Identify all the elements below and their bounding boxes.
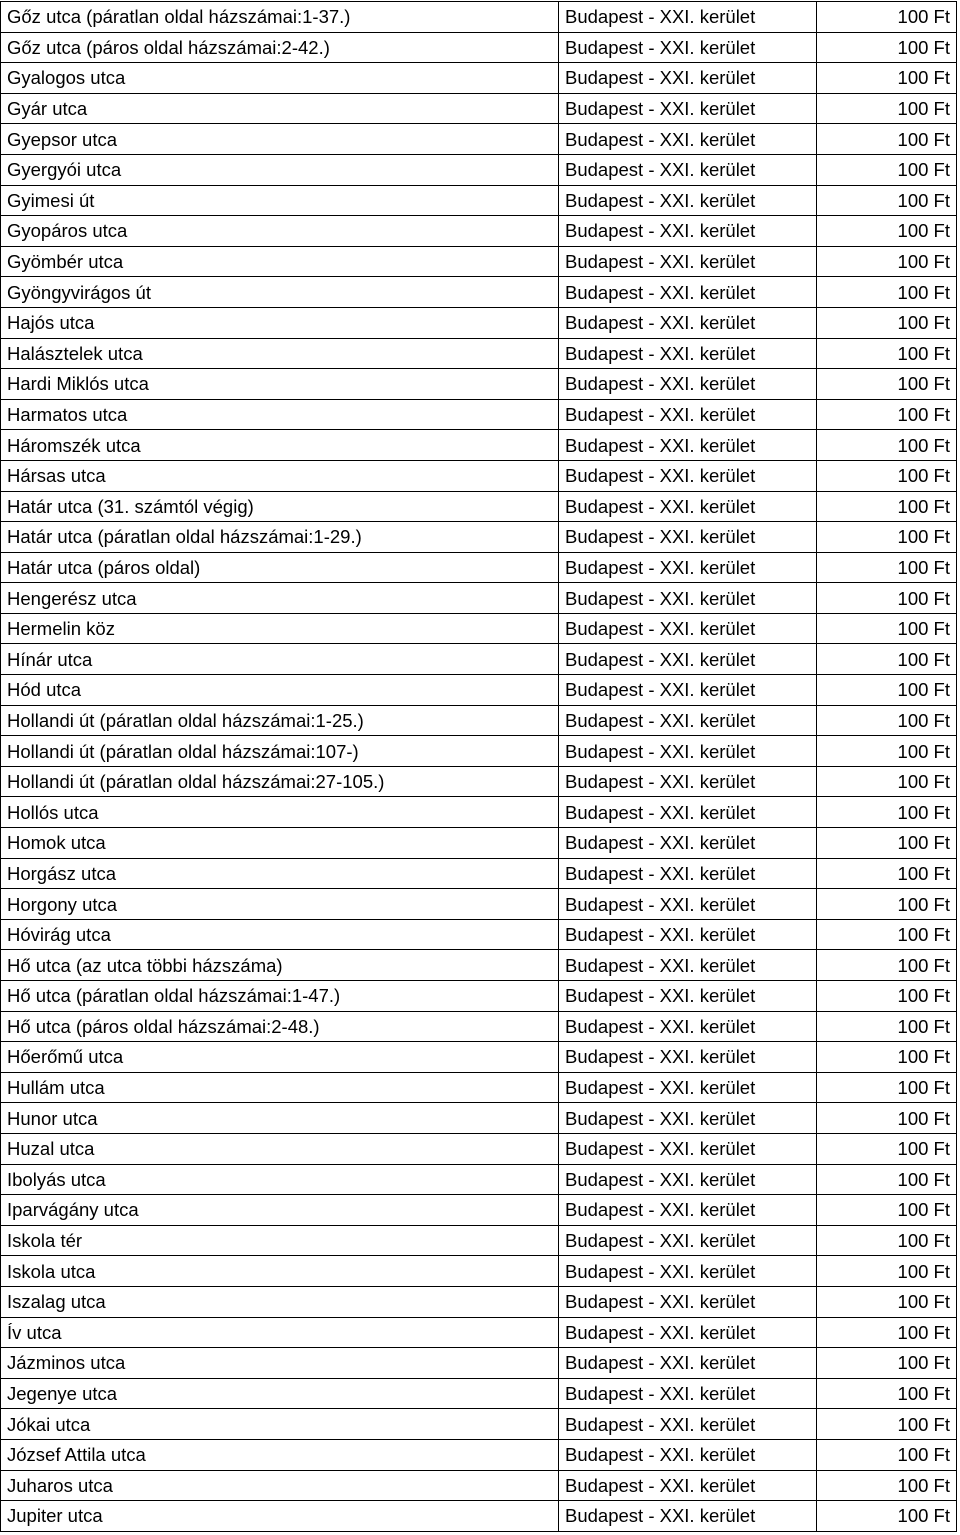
table-row bbox=[1, 919, 957, 950]
table-row bbox=[1, 1409, 957, 1440]
price-cell: 100 Ft bbox=[817, 1225, 957, 1256]
table-row bbox=[1, 705, 957, 736]
district-cell: Budapest - XXI. kerület bbox=[559, 858, 817, 889]
table-row bbox=[1, 766, 957, 797]
district-cell: Budapest - XXI. kerület bbox=[559, 185, 817, 216]
district-cell: Budapest - XXI. kerület bbox=[559, 491, 817, 522]
street-name-cell: Jázminos utca bbox=[1, 1348, 559, 1379]
price-cell: 100 Ft bbox=[817, 491, 957, 522]
district-cell: Budapest - XXI. kerület bbox=[559, 1103, 817, 1134]
district-cell: Budapest - XXI. kerület bbox=[559, 154, 817, 185]
street-price-table bbox=[0, 1, 957, 1532]
price-cell: 100 Ft bbox=[817, 736, 957, 767]
price-cell: 100 Ft bbox=[817, 246, 957, 277]
district-cell: Budapest - XXI. kerület bbox=[559, 766, 817, 797]
table-row bbox=[1, 124, 957, 155]
table-row bbox=[1, 32, 957, 63]
price-cell: 100 Ft bbox=[817, 705, 957, 736]
price-cell: 100 Ft bbox=[817, 1164, 957, 1195]
street-name-cell: Hajós utca bbox=[1, 307, 559, 338]
street-name-cell: Háromszék utca bbox=[1, 430, 559, 461]
district-cell: Budapest - XXI. kerület bbox=[559, 93, 817, 124]
price-cell: 100 Ft bbox=[817, 858, 957, 889]
table-row bbox=[1, 491, 957, 522]
table-row bbox=[1, 1042, 957, 1073]
price-cell: 100 Ft bbox=[817, 338, 957, 369]
street-name-cell: Hóvirág utca bbox=[1, 919, 559, 950]
district-cell: Budapest - XXI. kerület bbox=[559, 1011, 817, 1042]
table-row bbox=[1, 583, 957, 614]
district-cell: Budapest - XXI. kerület bbox=[559, 522, 817, 553]
price-cell: 100 Ft bbox=[817, 32, 957, 63]
table-row bbox=[1, 63, 957, 94]
street-name-cell: Határ utca (páratlan oldal házszámai:1-29.) bbox=[1, 522, 559, 553]
table-row bbox=[1, 1103, 957, 1134]
price-cell: 100 Ft bbox=[817, 460, 957, 491]
table-row bbox=[1, 981, 957, 1012]
street-name-cell: Iskola tér bbox=[1, 1225, 559, 1256]
price-cell: 100 Ft bbox=[817, 1317, 957, 1348]
table-row bbox=[1, 1133, 957, 1164]
price-cell: 100 Ft bbox=[817, 2, 957, 33]
table-row bbox=[1, 1348, 957, 1379]
street-name-cell: Hínár utca bbox=[1, 644, 559, 675]
table-row bbox=[1, 1256, 957, 1287]
district-cell: Budapest - XXI. kerület bbox=[559, 1439, 817, 1470]
street-name-cell: Hollandi út (páratlan oldal házszámai:27-105.) bbox=[1, 766, 559, 797]
price-cell: 100 Ft bbox=[817, 216, 957, 247]
price-cell: 100 Ft bbox=[817, 1072, 957, 1103]
district-cell: Budapest - XXI. kerület bbox=[559, 246, 817, 277]
price-cell: 100 Ft bbox=[817, 981, 957, 1012]
district-cell: Budapest - XXI. kerület bbox=[559, 1501, 817, 1532]
street-name-cell: Ív utca bbox=[1, 1317, 559, 1348]
price-cell: 100 Ft bbox=[817, 185, 957, 216]
district-cell: Budapest - XXI. kerület bbox=[559, 1042, 817, 1073]
table-row bbox=[1, 1470, 957, 1501]
price-cell: 100 Ft bbox=[817, 1286, 957, 1317]
table-row bbox=[1, 644, 957, 675]
price-cell: 100 Ft bbox=[817, 1470, 957, 1501]
price-cell: 100 Ft bbox=[817, 430, 957, 461]
price-cell: 100 Ft bbox=[817, 1195, 957, 1226]
price-cell: 100 Ft bbox=[817, 675, 957, 706]
street-name-cell: Harmatos utca bbox=[1, 399, 559, 430]
district-cell: Budapest - XXI. kerület bbox=[559, 1409, 817, 1440]
district-cell: Budapest - XXI. kerület bbox=[559, 460, 817, 491]
street-name-cell: Hő utca (páratlan oldal házszámai:1-47.) bbox=[1, 981, 559, 1012]
street-name-cell: Gyergyói utca bbox=[1, 154, 559, 185]
price-cell: 100 Ft bbox=[817, 766, 957, 797]
district-cell: Budapest - XXI. kerület bbox=[559, 797, 817, 828]
price-cell: 100 Ft bbox=[817, 1409, 957, 1440]
street-name-cell: Gyepsor utca bbox=[1, 124, 559, 155]
street-name-cell: Juharos utca bbox=[1, 1470, 559, 1501]
district-cell: Budapest - XXI. kerület bbox=[559, 1133, 817, 1164]
district-cell: Budapest - XXI. kerület bbox=[559, 1164, 817, 1195]
table-row bbox=[1, 277, 957, 308]
street-name-cell: Halásztelek utca bbox=[1, 338, 559, 369]
price-cell: 100 Ft bbox=[817, 1011, 957, 1042]
street-name-cell: Horgász utca bbox=[1, 858, 559, 889]
table-row bbox=[1, 2, 957, 33]
price-cell: 100 Ft bbox=[817, 583, 957, 614]
district-cell: Budapest - XXI. kerület bbox=[559, 2, 817, 33]
street-name-cell: Homok utca bbox=[1, 828, 559, 859]
district-cell: Budapest - XXI. kerület bbox=[559, 369, 817, 400]
district-cell: Budapest - XXI. kerület bbox=[559, 1225, 817, 1256]
district-cell: Budapest - XXI. kerület bbox=[559, 32, 817, 63]
table-row bbox=[1, 216, 957, 247]
street-name-cell: Hollós utca bbox=[1, 797, 559, 828]
street-name-cell: József Attila utca bbox=[1, 1439, 559, 1470]
street-name-cell: Hőerőmű utca bbox=[1, 1042, 559, 1073]
district-cell: Budapest - XXI. kerület bbox=[559, 675, 817, 706]
price-cell: 100 Ft bbox=[817, 1378, 957, 1409]
table-row bbox=[1, 307, 957, 338]
district-cell: Budapest - XXI. kerület bbox=[559, 644, 817, 675]
street-name-cell: Hollandi út (páratlan oldal házszámai:107-) bbox=[1, 736, 559, 767]
district-cell: Budapest - XXI. kerület bbox=[559, 705, 817, 736]
table-row bbox=[1, 338, 957, 369]
street-name-cell: Hollandi út (páratlan oldal házszámai:1-25.) bbox=[1, 705, 559, 736]
district-cell: Budapest - XXI. kerület bbox=[559, 124, 817, 155]
table-row bbox=[1, 1317, 957, 1348]
street-name-cell: Gyopáros utca bbox=[1, 216, 559, 247]
table-row bbox=[1, 1378, 957, 1409]
district-cell: Budapest - XXI. kerület bbox=[559, 1072, 817, 1103]
price-cell: 100 Ft bbox=[817, 552, 957, 583]
district-cell: Budapest - XXI. kerület bbox=[559, 1470, 817, 1501]
table-row bbox=[1, 1286, 957, 1317]
district-cell: Budapest - XXI. kerület bbox=[559, 63, 817, 94]
street-name-cell: Gőz utca (páratlan oldal házszámai:1-37.) bbox=[1, 2, 559, 33]
price-cell: 100 Ft bbox=[817, 889, 957, 920]
price-cell: 100 Ft bbox=[817, 613, 957, 644]
price-cell: 100 Ft bbox=[817, 828, 957, 859]
price-cell: 100 Ft bbox=[817, 1439, 957, 1470]
district-cell: Budapest - XXI. kerület bbox=[559, 828, 817, 859]
street-name-cell: Hengerész utca bbox=[1, 583, 559, 614]
table-row bbox=[1, 1195, 957, 1226]
district-cell: Budapest - XXI. kerület bbox=[559, 399, 817, 430]
table-row bbox=[1, 460, 957, 491]
street-name-cell: Hód utca bbox=[1, 675, 559, 706]
table-row bbox=[1, 522, 957, 553]
district-cell: Budapest - XXI. kerület bbox=[559, 277, 817, 308]
price-cell: 100 Ft bbox=[817, 950, 957, 981]
street-name-cell: Hő utca (az utca többi házszáma) bbox=[1, 950, 559, 981]
price-cell: 100 Ft bbox=[817, 797, 957, 828]
street-name-cell: Határ utca (31. számtól végig) bbox=[1, 491, 559, 522]
district-cell: Budapest - XXI. kerület bbox=[559, 430, 817, 461]
table-row bbox=[1, 430, 957, 461]
district-cell: Budapest - XXI. kerület bbox=[559, 889, 817, 920]
street-name-cell: Jupiter utca bbox=[1, 1501, 559, 1532]
street-name-cell: Iskola utca bbox=[1, 1256, 559, 1287]
table-row bbox=[1, 399, 957, 430]
district-cell: Budapest - XXI. kerület bbox=[559, 1348, 817, 1379]
street-name-cell: Hő utca (páros oldal házszámai:2-48.) bbox=[1, 1011, 559, 1042]
table-row bbox=[1, 736, 957, 767]
district-cell: Budapest - XXI. kerület bbox=[559, 307, 817, 338]
district-cell: Budapest - XXI. kerület bbox=[559, 583, 817, 614]
street-name-cell: Hunor utca bbox=[1, 1103, 559, 1134]
price-cell: 100 Ft bbox=[817, 154, 957, 185]
table-row bbox=[1, 185, 957, 216]
table-row bbox=[1, 369, 957, 400]
table-row bbox=[1, 828, 957, 859]
table-row bbox=[1, 675, 957, 706]
table-row bbox=[1, 1501, 957, 1532]
street-name-cell: Gyömbér utca bbox=[1, 246, 559, 277]
street-name-cell: Hardi Miklós utca bbox=[1, 369, 559, 400]
street-name-cell: Jókai utca bbox=[1, 1409, 559, 1440]
table-row bbox=[1, 797, 957, 828]
street-name-cell: Gyimesi út bbox=[1, 185, 559, 216]
price-cell: 100 Ft bbox=[817, 307, 957, 338]
district-cell: Budapest - XXI. kerület bbox=[559, 1286, 817, 1317]
street-name-cell: Jegenye utca bbox=[1, 1378, 559, 1409]
price-cell: 100 Ft bbox=[817, 1348, 957, 1379]
street-name-cell: Hullám utca bbox=[1, 1072, 559, 1103]
price-cell: 100 Ft bbox=[817, 93, 957, 124]
price-cell: 100 Ft bbox=[817, 124, 957, 155]
table-row bbox=[1, 1164, 957, 1195]
price-cell: 100 Ft bbox=[817, 63, 957, 94]
table-row bbox=[1, 1225, 957, 1256]
district-cell: Budapest - XXI. kerület bbox=[559, 552, 817, 583]
price-list-sheet bbox=[0, 1, 956, 1532]
price-cell: 100 Ft bbox=[817, 1042, 957, 1073]
street-name-cell: Gőz utca (páros oldal házszámai:2-42.) bbox=[1, 32, 559, 63]
table-row bbox=[1, 93, 957, 124]
table-row bbox=[1, 552, 957, 583]
street-name-cell: Iparvágány utca bbox=[1, 1195, 559, 1226]
table-row bbox=[1, 858, 957, 889]
district-cell: Budapest - XXI. kerület bbox=[559, 338, 817, 369]
district-cell: Budapest - XXI. kerület bbox=[559, 981, 817, 1012]
street-name-cell: Huzal utca bbox=[1, 1133, 559, 1164]
table-row bbox=[1, 950, 957, 981]
table-row bbox=[1, 154, 957, 185]
price-cell: 100 Ft bbox=[817, 1103, 957, 1134]
table-body bbox=[1, 2, 957, 1532]
price-cell: 100 Ft bbox=[817, 1256, 957, 1287]
street-name-cell: Gyöngyvirágos út bbox=[1, 277, 559, 308]
street-name-cell: Gyalogos utca bbox=[1, 63, 559, 94]
price-cell: 100 Ft bbox=[817, 644, 957, 675]
price-cell: 100 Ft bbox=[817, 1501, 957, 1532]
table-row bbox=[1, 1439, 957, 1470]
district-cell: Budapest - XXI. kerület bbox=[559, 1378, 817, 1409]
table-row bbox=[1, 1072, 957, 1103]
street-name-cell: Horgony utca bbox=[1, 889, 559, 920]
price-cell: 100 Ft bbox=[817, 919, 957, 950]
street-name-cell: Ibolyás utca bbox=[1, 1164, 559, 1195]
district-cell: Budapest - XXI. kerület bbox=[559, 736, 817, 767]
street-name-cell: Hermelin köz bbox=[1, 613, 559, 644]
street-name-cell: Gyár utca bbox=[1, 93, 559, 124]
table-row bbox=[1, 613, 957, 644]
district-cell: Budapest - XXI. kerület bbox=[559, 1195, 817, 1226]
street-name-cell: Határ utca (páros oldal) bbox=[1, 552, 559, 583]
price-cell: 100 Ft bbox=[817, 277, 957, 308]
district-cell: Budapest - XXI. kerület bbox=[559, 1317, 817, 1348]
district-cell: Budapest - XXI. kerület bbox=[559, 216, 817, 247]
table-row bbox=[1, 1011, 957, 1042]
table-row bbox=[1, 246, 957, 277]
price-cell: 100 Ft bbox=[817, 1133, 957, 1164]
street-name-cell: Iszalag utca bbox=[1, 1286, 559, 1317]
district-cell: Budapest - XXI. kerület bbox=[559, 613, 817, 644]
price-cell: 100 Ft bbox=[817, 522, 957, 553]
price-cell: 100 Ft bbox=[817, 369, 957, 400]
price-cell: 100 Ft bbox=[817, 399, 957, 430]
district-cell: Budapest - XXI. kerület bbox=[559, 950, 817, 981]
district-cell: Budapest - XXI. kerület bbox=[559, 1256, 817, 1287]
street-name-cell: Hársas utca bbox=[1, 460, 559, 491]
table-row bbox=[1, 889, 957, 920]
district-cell: Budapest - XXI. kerület bbox=[559, 919, 817, 950]
